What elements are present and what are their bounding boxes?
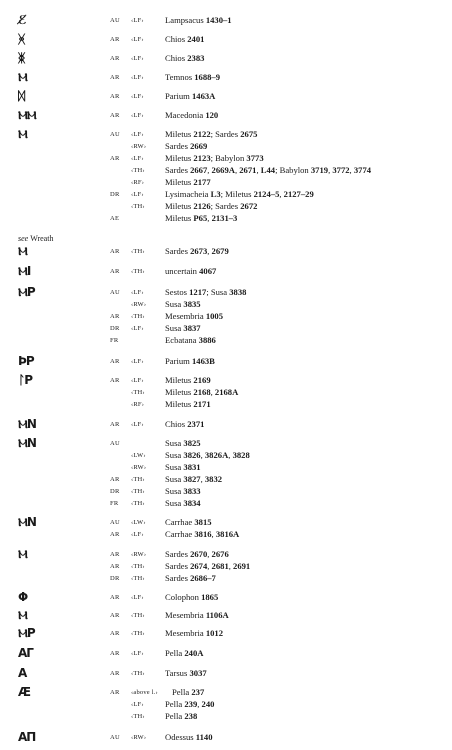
position-code: ‹TH› [131, 670, 145, 677]
monogram-glyph: ℰ̸ [18, 13, 26, 27]
mint-reference: Miletus 2171 [165, 399, 211, 409]
monogram-glyph: Ⲙ [18, 70, 27, 84]
monogram-glyph: ⲘP [18, 626, 35, 640]
position-code: ‹TH› [131, 476, 145, 483]
monogram-glyph: ᛞ [18, 89, 25, 103]
metal-code: AR [110, 531, 120, 538]
mint-reference: Susa 3833 [165, 486, 201, 496]
position-code: ‹LF› [131, 289, 144, 296]
position-code: ‹LF› [131, 131, 144, 138]
mint-reference: Miletus 2122; Sardes 2675 [165, 129, 258, 139]
mint-reference: Sardes 2673, 2679 [165, 246, 229, 256]
metal-code: AR [110, 476, 120, 483]
position-code: ‹LF› [131, 155, 144, 162]
metal-code: AR [110, 421, 120, 428]
metal-code: AR [110, 630, 120, 637]
mint-reference: Pella 239, 240 [165, 699, 215, 709]
position-code: ‹TH› [131, 167, 145, 174]
metal-code: AU [110, 131, 120, 138]
mint-reference: Susa 3827, 3832 [165, 474, 223, 484]
monogram-glyph: ᛚP [18, 373, 32, 387]
mint-reference: uncertain 4067 [165, 266, 217, 276]
monogram-glyph: ᚸ [18, 32, 25, 46]
monogram-glyph: ΑΠ [18, 730, 36, 744]
monogram-glyph: Ⲙ [18, 547, 27, 561]
metal-code: AU [110, 17, 120, 24]
monogram-glyph: Æ [18, 685, 31, 699]
mint-reference: Pella 238 [165, 711, 198, 721]
see-word: Wreath [30, 234, 54, 243]
monogram-glyph: ⲘⲘ [18, 108, 36, 122]
metal-code: AR [110, 313, 120, 320]
metal-code: AR [110, 563, 120, 570]
mint-reference: Susa 3834 [165, 498, 201, 508]
position-code: ‹RF› [131, 401, 145, 408]
mint-reference: Sardes 2670, 2676 [165, 549, 229, 559]
mint-reference: Sardes 2686–7 [165, 573, 216, 583]
metal-code: AR [110, 155, 120, 162]
mint-reference: Ecbatana 3886 [165, 335, 216, 345]
position-code: ‹TH› [131, 268, 145, 275]
monogram-glyph: ⲘN [18, 515, 36, 529]
metal-code: DR [110, 325, 120, 332]
metal-code: AR [110, 689, 120, 696]
position-code: ‹LW› [131, 452, 146, 459]
metal-code: AR [110, 650, 120, 657]
monogram-glyph: Α [18, 666, 27, 680]
position-code: ‹TH› [131, 313, 145, 320]
metal-code: FR [110, 337, 119, 344]
mint-reference: Mesembria 1012 [165, 628, 223, 638]
mint-reference: Chios 2401 [165, 34, 205, 44]
mint-reference: Miletus 2123; Babylon 3773 [165, 153, 264, 163]
metal-code: FR [110, 500, 119, 507]
mint-reference: Miletus 2177 [165, 177, 211, 187]
position-code: ‹LW› [131, 519, 146, 526]
monogram-glyph: Ⲙ [18, 244, 27, 258]
position-code: ‹LF› [131, 358, 144, 365]
metal-code: AR [110, 93, 120, 100]
mint-reference: Lampsacus 1430–1 [165, 15, 232, 25]
mint-reference: Pella 237 [172, 687, 205, 697]
mint-reference: Tarsus 3037 [165, 668, 207, 678]
position-code: ‹TH› [131, 488, 145, 495]
position-code: ‹LF› [131, 421, 144, 428]
position-code: ‹RF› [131, 179, 145, 186]
metal-code: AR [110, 268, 120, 275]
position-code: ‹TH› [131, 389, 145, 396]
position-code: ‹RW› [131, 143, 147, 150]
mint-reference: Miletus 2168, 2168A [165, 387, 239, 397]
position-code: ‹LF› [131, 112, 144, 119]
monogram-glyph: ΑΓ [18, 646, 33, 660]
monogram-glyph: Φ [18, 590, 28, 604]
metal-code: AR [110, 594, 120, 601]
position-code: ‹LF› [131, 594, 144, 601]
position-code: ‹LF› [131, 377, 144, 384]
metal-code: AR [110, 55, 120, 62]
monogram-glyph: ⲘN [18, 436, 36, 450]
position-code: ‹TH› [131, 575, 145, 582]
monogram-glyph: Ⲙ [18, 127, 27, 141]
metal-code: AR [110, 612, 120, 619]
mint-reference: Carrhae 3815 [165, 517, 212, 527]
position-code: ‹RW› [131, 734, 147, 741]
metal-code: AU [110, 734, 120, 741]
mint-reference: Mesembria 1005 [165, 311, 223, 321]
position-code: ‹above l.› [131, 689, 158, 696]
mint-reference: Lysimacheia L3; Miletus 2124–5, 2127–29 [165, 189, 314, 199]
monogram-glyph: ⲘI [18, 264, 31, 278]
monogram-glyph: ᛤ [18, 51, 25, 65]
mint-reference: Susa 3825 [165, 438, 201, 448]
position-code: ‹TH› [131, 612, 145, 619]
metal-code: AU [110, 289, 120, 296]
position-code: ‹RW› [131, 551, 147, 558]
mint-reference: Mesembria 1106A [165, 610, 229, 620]
position-code: ‹LF› [131, 191, 144, 198]
monogram-glyph: ⲘP [18, 285, 35, 299]
mint-reference: Sardes 2674, 2681, 2691 [165, 561, 251, 571]
mint-reference: Chios 2371 [165, 419, 205, 429]
mint-reference: Sardes 2669 [165, 141, 208, 151]
position-code: ‹LF› [131, 93, 144, 100]
position-code: ‹LF› [131, 325, 144, 332]
metal-code: AU [110, 519, 120, 526]
mint-reference: Odessus 1140 [165, 732, 213, 742]
position-code: ‹TH› [131, 713, 145, 720]
position-code: ‹LF› [131, 531, 144, 538]
mint-reference: Macedonia 120 [165, 110, 219, 120]
monogram-glyph: ϷP [18, 354, 34, 368]
metal-code: AR [110, 670, 120, 677]
mint-reference: Carrhae 3816, 3816A [165, 529, 240, 539]
metal-code: AR [110, 551, 120, 558]
position-code: ‹LF› [131, 36, 144, 43]
position-code: ‹LF› [131, 55, 144, 62]
metal-code: AR [110, 74, 120, 81]
metal-code: DR [110, 488, 120, 495]
mint-reference: Susa 3835 [165, 299, 201, 309]
metal-code: AR [110, 248, 120, 255]
metal-code: AR [110, 377, 120, 384]
mint-reference: Chios 2383 [165, 53, 205, 63]
position-code: ‹RW› [131, 301, 147, 308]
metal-code: DR [110, 575, 120, 582]
position-code: ‹TH› [131, 630, 145, 637]
position-code: ‹TH› [131, 203, 145, 210]
position-code: ‹TH› [131, 563, 145, 570]
metal-code: DR [110, 191, 120, 198]
position-code: ‹LF› [131, 17, 144, 24]
mint-reference: Sestos 1217; Susa 3838 [165, 287, 247, 297]
metal-code: AE [110, 215, 120, 222]
mint-reference: Susa 3837 [165, 323, 201, 333]
mint-reference: Susa 3826, 3826A, 3828 [165, 450, 250, 460]
mint-reference: Miletus P65, 2131–3 [165, 213, 238, 223]
metal-code: AR [110, 112, 120, 119]
metal-code: AU [110, 440, 120, 447]
metal-code: AR [110, 36, 120, 43]
metal-code: AR [110, 358, 120, 365]
monogram-glyph: ⲘN [18, 417, 36, 431]
monogram-glyph: Ⲙ [18, 608, 27, 622]
mint-reference: Sardes 2667, 2669A, 2671, L44; Babylon 3719, 3772, 3774 [165, 165, 372, 175]
position-code: ‹RW› [131, 464, 147, 471]
mint-reference: Miletus 2169 [165, 375, 211, 385]
mint-reference: Pella 240A [165, 648, 204, 658]
mint-reference: Colophon 1865 [165, 592, 219, 602]
position-code: ‹LF› [131, 74, 144, 81]
mint-reference: Parium 1463A [165, 91, 216, 101]
position-code: ‹LF› [131, 701, 144, 708]
mint-reference: Susa 3831 [165, 462, 201, 472]
mint-reference: Temnos 1688–9 [165, 72, 221, 82]
position-code: ‹LF› [131, 650, 144, 657]
see-prefix: see [18, 234, 29, 243]
mint-reference: Miletus 2126; Sardes 2672 [165, 201, 258, 211]
position-code: ‹TH› [131, 500, 145, 507]
mint-reference: Parium 1463B [165, 356, 215, 366]
position-code: ‹TH› [131, 248, 145, 255]
